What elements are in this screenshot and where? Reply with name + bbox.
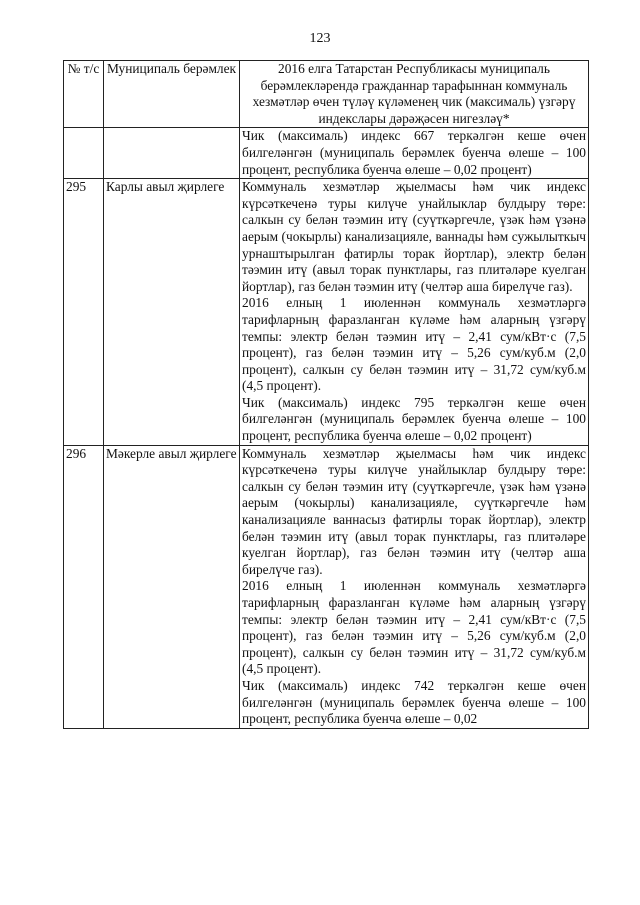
row-municipality: Мәкерле авыл җирлеге xyxy=(104,445,240,728)
description-paragraph: 2016 елның 1 июленнән коммуналь хезмәтләргә тарифларның фаразланган күләме һәм аларның үзгәрү темпы: электр белән тәэмин итү – 2,41 сум/кВт·с (7,5 процент), газ белән тәэмин итү – 5,26 сум/куб.м (2,0 процент), салкын су белән тәэмин итү – 31,72 сум/куб.м (4,5 процент). xyxy=(242,578,586,677)
row-number: 295 xyxy=(64,179,104,446)
page-number: 123 xyxy=(309,31,331,46)
table-row xyxy=(64,128,589,179)
row-number: 296 xyxy=(64,445,104,728)
header-description: 2016 елга Татарстан Республикасы муниципаль берәмлекләрендә гражданнар тарафыннан коммуналь хезмәтләр өчен түләү күләменең чик (максималь) үзгәрү индекслары дәрәҗәсен нигезләү* xyxy=(240,61,589,128)
description-paragraph: Коммуналь хезмәтләр җыелмасы һәм чик индекс күрсәткеченә туры килүче унайлыклар булдыру төре: салкын су белән тәэмин итү (суүткәргечле, үзәк һәм үзәнә аерым (чокырлы) канализацияле, ваннады һәм сужылыткыч урнаштырылган фатирлы торак йортлар), электр белән тәэмин итү (авыл торак пунктлары, газ плитәләре куелган йортлар), газ белән тәэмин итү (челтәр аша бирелүче газ). xyxy=(242,179,586,294)
header-number: № т/с xyxy=(64,61,104,128)
description-paragraph: Коммуналь хезмәтләр җыелмасы һәм чик индекс күрсәткеченә туры килүче унайлыклар булдыру төре: салкын су белән тәэмин итү (суүткәргечле, үзәк һәм үзәнә аерым (чокырлы) канализацияле, суүткәргечле һәм канализацияле ваннасыз фатирлы торак йортлар), электр белән тәэмин итү (авыл торак пунктлары, газ плитәләре куелган йортлар), газ белән тәэмин итү (челтәр аша бирелүче газ). xyxy=(242,445,586,577)
row-number xyxy=(64,128,104,179)
table-row xyxy=(64,445,589,728)
description-paragraph: Чик (максималь) индекс 742 теркәлгән кеше өчен билгеләнгән (муниципаль берәмлек буенча өлеше – 100 процент, республика буенча өлеше – 0,02 xyxy=(242,677,586,727)
table-header-row xyxy=(64,61,589,128)
description-paragraph: Чик (максималь) индекс 795 теркәлгән кеше өчен билгеләнгән (муниципаль берәмлек буенча өлеше – 100 процент, республика буенча өлеше – 0,02 процент) xyxy=(242,394,586,444)
table-row xyxy=(64,179,589,446)
row-description xyxy=(240,128,589,179)
header-municipality: Муниципаль берәмлек xyxy=(104,61,240,128)
row-description xyxy=(240,179,589,446)
description-paragraph: Чик (максималь) индекс 667 теркәлгән кеше өчен билгеләнгән (муниципаль берәмлек буенча өлеше – 100 процент, республика буенча өлеше – 0,02 процент) xyxy=(242,128,586,177)
row-municipality: Карлы авыл җирлеге xyxy=(104,179,240,446)
row-municipality xyxy=(104,128,240,179)
tariff-index-table xyxy=(63,60,589,729)
description-paragraph: 2016 елның 1 июленнән коммуналь хезмәтләргә тарифларның фаразланган күләме һәм аларның үзгәрү темпы: электр белән тәэмин итү – 2,41 сум/кВт·с (7,5 процент), газ белән тәэмин итү – 5,26 сум/куб.м (2,0 процент), салкын су белән тәэмин итү – 31,72 сум/куб.м (4,5 процент). xyxy=(242,295,586,394)
row-description xyxy=(240,445,589,728)
